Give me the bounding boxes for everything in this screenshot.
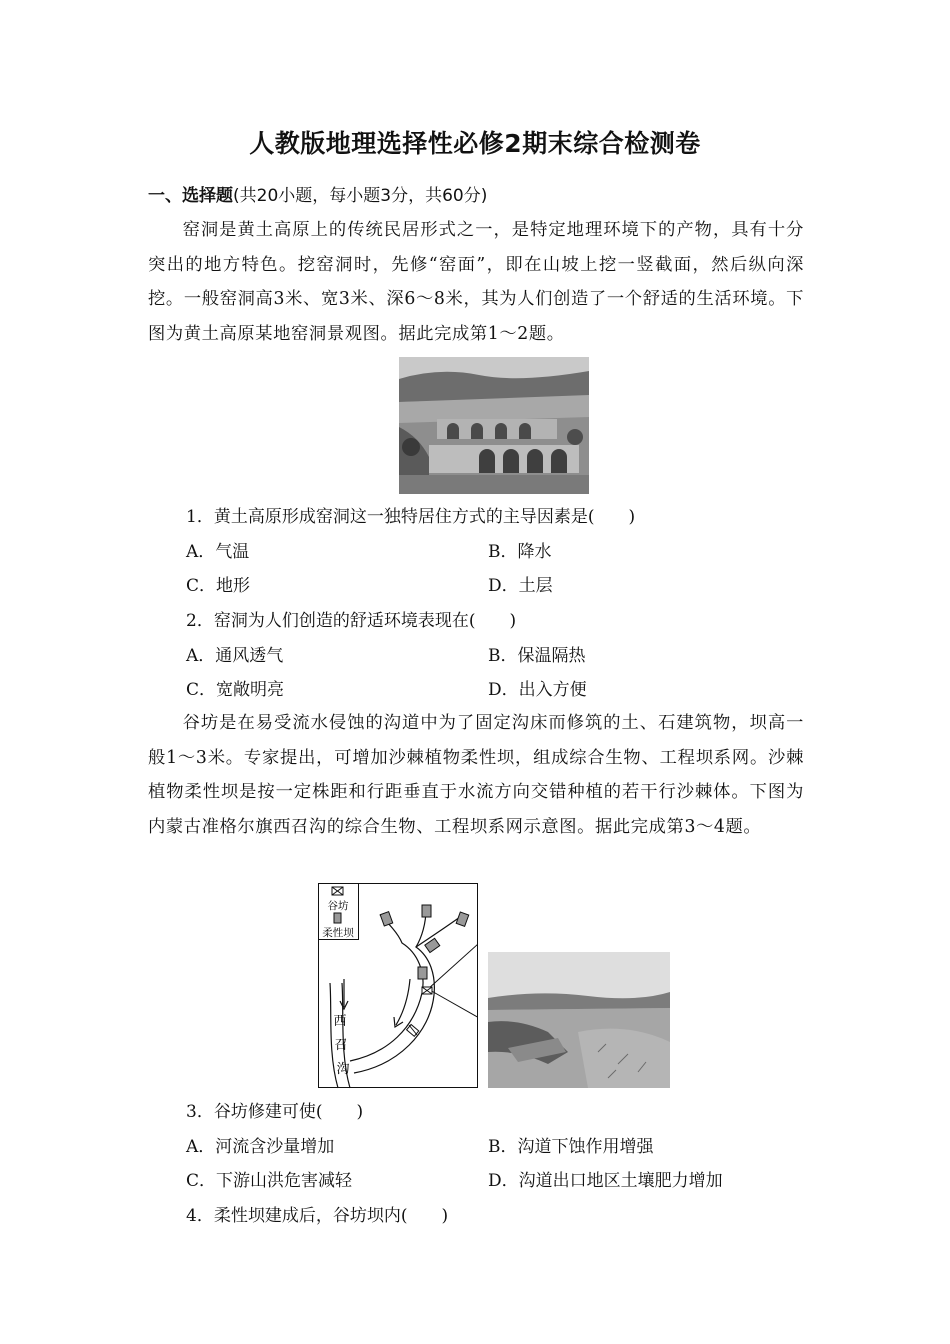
question-2-option-d[interactable]: D．出入方便 <box>488 680 587 700</box>
passage-yaodong: 窑洞是黄土高原上的传统民居形式之一，是特定地理环境下的产物，具有十分突出的地方特色。挖窑洞时，先修“窑面”，即在山坡上挖一竖截面，然后纵向深挖。一般窑洞高3米、宽3米、深6～8米，其为人们创造了一个舒适的生活环境。下图为黄土高原某地窑洞景观图。据此完成第1～2题。 <box>148 220 804 344</box>
question-2-option-b[interactable]: B．保温隔热 <box>488 646 586 666</box>
river-name-char-2: 召 <box>334 1038 348 1053</box>
question-3-option-b[interactable]: B．沟道下蚀作用增强 <box>488 1137 654 1157</box>
question-1-option-c[interactable]: C．地形 <box>186 576 251 596</box>
question-3-option-d[interactable]: D．沟道出口地区土壤肥力增加 <box>488 1171 723 1191</box>
question-2-option-a[interactable]: A．通风透气 <box>186 646 284 666</box>
rouxingba-legend-icon <box>334 913 341 923</box>
section-note: (共20小题，每小题3分，共60分) <box>233 186 488 206</box>
question-2-option-c[interactable]: C．宽敞明亮 <box>186 680 285 700</box>
question-3-stem: 3．谷坊修建可使( ) <box>186 1102 364 1122</box>
page-title: 人教版地理选择性必修2期末综合检测卷 <box>249 129 701 158</box>
river-name-char-1: 西 <box>333 1014 347 1029</box>
legend-gufang-label: 谷坊 <box>327 900 349 912</box>
question-2-stem: 2．窑洞为人们创造的舒适环境表现在( ) <box>186 611 517 631</box>
question-3-option-a[interactable]: A．河流含沙量增加 <box>186 1137 335 1157</box>
gully-photo <box>488 952 670 1088</box>
passage-gufang: 谷坊是在易受流水侵蚀的沟道中为了固定沟床而修筑的土、石建筑物，坝高一般1～3米。专家提出，可增加沙棘植物柔性坝，组成综合生物、工程坝系网。沙棘植物柔性坝是按一定株距和行距垂直于水流方向交错种植的若干行沙棘体。下图为内蒙古准格尔旗西召沟的综合生物、工程坝系网示意图。据此完成第3～4题。 <box>148 713 804 837</box>
question-4-stem: 4．柔性坝建成后，谷坊坝内( ) <box>186 1206 449 1226</box>
section-heading <box>148 184 487 208</box>
legend-rouxingba-label: 柔性坝 <box>322 927 354 939</box>
yaodong-photo <box>399 357 589 494</box>
question-1-option-d[interactable]: D．土层 <box>488 576 553 596</box>
question-3-option-c[interactable]: C．下游山洪危害减轻 <box>186 1171 353 1191</box>
question-1-option-b[interactable]: B．降水 <box>488 542 552 562</box>
question-1-option-a[interactable]: A．气温 <box>186 542 250 562</box>
gufang-legend-icon <box>332 887 343 895</box>
river-name-char-3: 沟 <box>336 1062 350 1077</box>
section-title: 一、选择题 <box>148 186 233 206</box>
question-1-stem: 1．黄土高原形成窑洞这一独特居住方式的主导因素是( ) <box>186 507 636 527</box>
xizhaogou-map <box>318 883 478 1089</box>
